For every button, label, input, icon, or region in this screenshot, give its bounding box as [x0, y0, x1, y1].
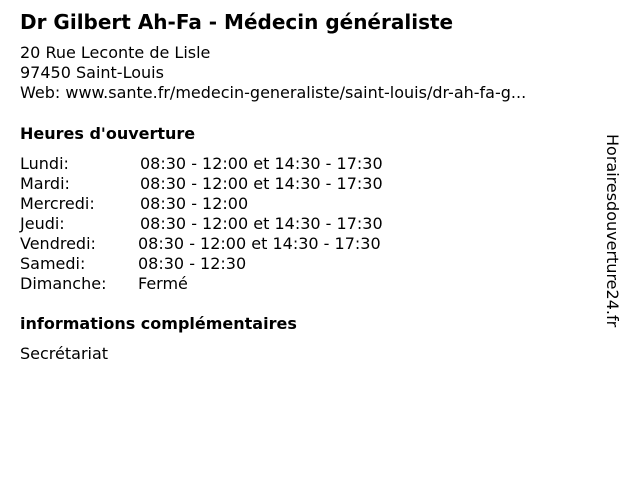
day-label: Vendredi: — [20, 234, 96, 253]
day-label: Samedi: — [20, 254, 86, 273]
opening-hours-list — [20, 154, 383, 294]
day-label: Lundi: — [20, 154, 69, 173]
day-label: Mercredi: — [20, 194, 95, 213]
hours-row-monday — [20, 154, 383, 174]
hours-row-saturday — [20, 254, 247, 274]
time-value: 08:30 - 12:00 et 14:30 - 17:30 — [138, 234, 381, 253]
time-value: 08:30 - 12:30 — [138, 254, 247, 273]
hours-row-tuesday — [20, 174, 383, 194]
time-value: 08:30 - 12:00 et 14:30 - 17:30 — [140, 154, 383, 173]
time-value: Fermé — [138, 274, 188, 293]
opening-hours-heading: Heures d'ouverture — [20, 124, 196, 143]
additional-info-text: Secrétariat — [20, 344, 109, 363]
additional-info-heading: informations complémentaires — [20, 314, 297, 333]
hours-row-thursday — [20, 214, 383, 234]
day-label: Jeudi: — [20, 214, 65, 233]
day-label: Dimanche: — [20, 274, 107, 293]
city-address: 97450 Saint-Louis — [20, 63, 164, 82]
street-address: 20 Rue Leconte de Lisle — [20, 43, 211, 62]
hours-row-sunday — [20, 274, 188, 294]
time-value: 08:30 - 12:00 et 14:30 - 17:30 — [140, 174, 383, 193]
day-label: Mardi: — [20, 174, 70, 193]
time-value: 08:30 - 12:00 — [140, 194, 249, 213]
hours-row-wednesday — [20, 194, 249, 214]
page-title: Dr Gilbert Ah-Fa - Médecin généraliste — [20, 10, 454, 34]
site-watermark: Horairesdouverture24.fr — [603, 134, 622, 328]
address-block — [20, 43, 526, 103]
hours-row-friday — [20, 234, 381, 254]
website-link[interactable]: Web: www.sante.fr/medecin-generaliste/saint-louis/dr-ah-fa-g... — [20, 83, 527, 102]
time-value: 08:30 - 12:00 et 14:30 - 17:30 — [140, 214, 383, 233]
